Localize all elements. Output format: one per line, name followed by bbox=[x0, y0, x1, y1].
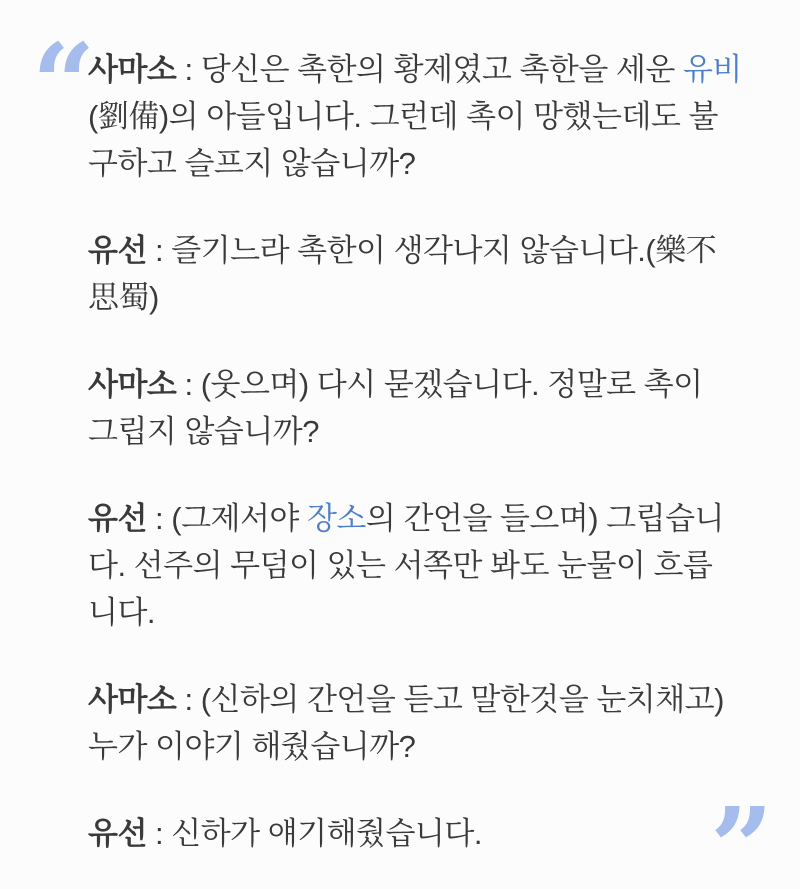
speaker-separator: : bbox=[146, 233, 172, 268]
open-quote-icon: “ bbox=[32, 19, 96, 148]
dialogue-line bbox=[88, 140, 748, 187]
dialogue-line bbox=[88, 495, 748, 542]
dialogue-text: 즐기느라 촉한이 생각나지 않습니다.(樂不 bbox=[171, 233, 717, 268]
dialogue-text: 의 간언을 들으며) 그립습니 bbox=[365, 501, 724, 536]
dialogue-line bbox=[88, 408, 748, 455]
dialogue-paragraph bbox=[88, 676, 748, 770]
dialogue-text: 그립지 않습니까? bbox=[88, 414, 319, 449]
speaker-name: 사마소 bbox=[88, 682, 177, 717]
dialogue-text: 니다. bbox=[88, 595, 156, 630]
speaker-name: 사마소 bbox=[88, 52, 177, 87]
inline-link[interactable]: 장소 bbox=[306, 501, 366, 536]
dialogue-paragraph bbox=[88, 361, 748, 455]
close-quote-icon: ” bbox=[710, 783, 774, 889]
dialogue-line bbox=[88, 810, 748, 857]
speaker-separator: : bbox=[146, 816, 172, 851]
speaker-name: 유선 bbox=[88, 233, 147, 268]
dialogue-text: 다. 선주의 무덤이 있는 서쪽만 봐도 눈물이 흐릅 bbox=[88, 548, 713, 583]
dialogue-text: 신하가 얘기해줬습니다. bbox=[171, 816, 482, 851]
speaker-separator: : bbox=[176, 52, 201, 87]
speaker-separator: : bbox=[146, 501, 172, 536]
inline-link[interactable]: 유비 bbox=[682, 52, 742, 87]
dialogue-line bbox=[88, 227, 748, 274]
dialogue-content bbox=[88, 46, 748, 857]
dialogue-text: (劉備)의 아들입니다. 그런데 촉이 망했는데도 불 bbox=[88, 99, 718, 134]
dialogue-line bbox=[88, 723, 748, 770]
dialogue-text: 당신은 촉한의 황제였고 촉한을 세운 bbox=[200, 52, 683, 87]
dialogue-paragraph bbox=[88, 227, 748, 321]
dialogue-text: 思蜀) bbox=[88, 280, 159, 315]
speaker-name: 유선 bbox=[88, 501, 147, 536]
dialogue-line bbox=[88, 46, 748, 93]
dialogue-text: 구하고 슬프지 않습니까? bbox=[88, 146, 416, 181]
dialogue-line bbox=[88, 361, 748, 408]
dialogue-paragraph bbox=[88, 810, 748, 857]
speaker-name: 사마소 bbox=[88, 367, 177, 402]
dialogue-paragraph bbox=[88, 495, 748, 636]
speaker-separator: : bbox=[176, 682, 201, 717]
speaker-separator: : bbox=[176, 367, 201, 402]
dialogue-line bbox=[88, 274, 748, 321]
dialogue-text: (웃으며) 다시 묻겠습니다. 정말로 촉이 bbox=[200, 367, 703, 402]
dialogue-text: (그제서야 bbox=[171, 501, 307, 536]
dialogue-text: (신하의 간언을 듣고 말한것을 눈치채고) bbox=[200, 682, 724, 717]
dialogue-text: 누가 이야기 해줬습니까? bbox=[88, 729, 416, 764]
dialogue-line bbox=[88, 93, 748, 140]
dialogue-line bbox=[88, 676, 748, 723]
speaker-name: 유선 bbox=[88, 816, 147, 851]
dialogue-line bbox=[88, 542, 748, 589]
dialogue-line bbox=[88, 589, 748, 636]
dialogue-paragraph bbox=[88, 46, 748, 187]
